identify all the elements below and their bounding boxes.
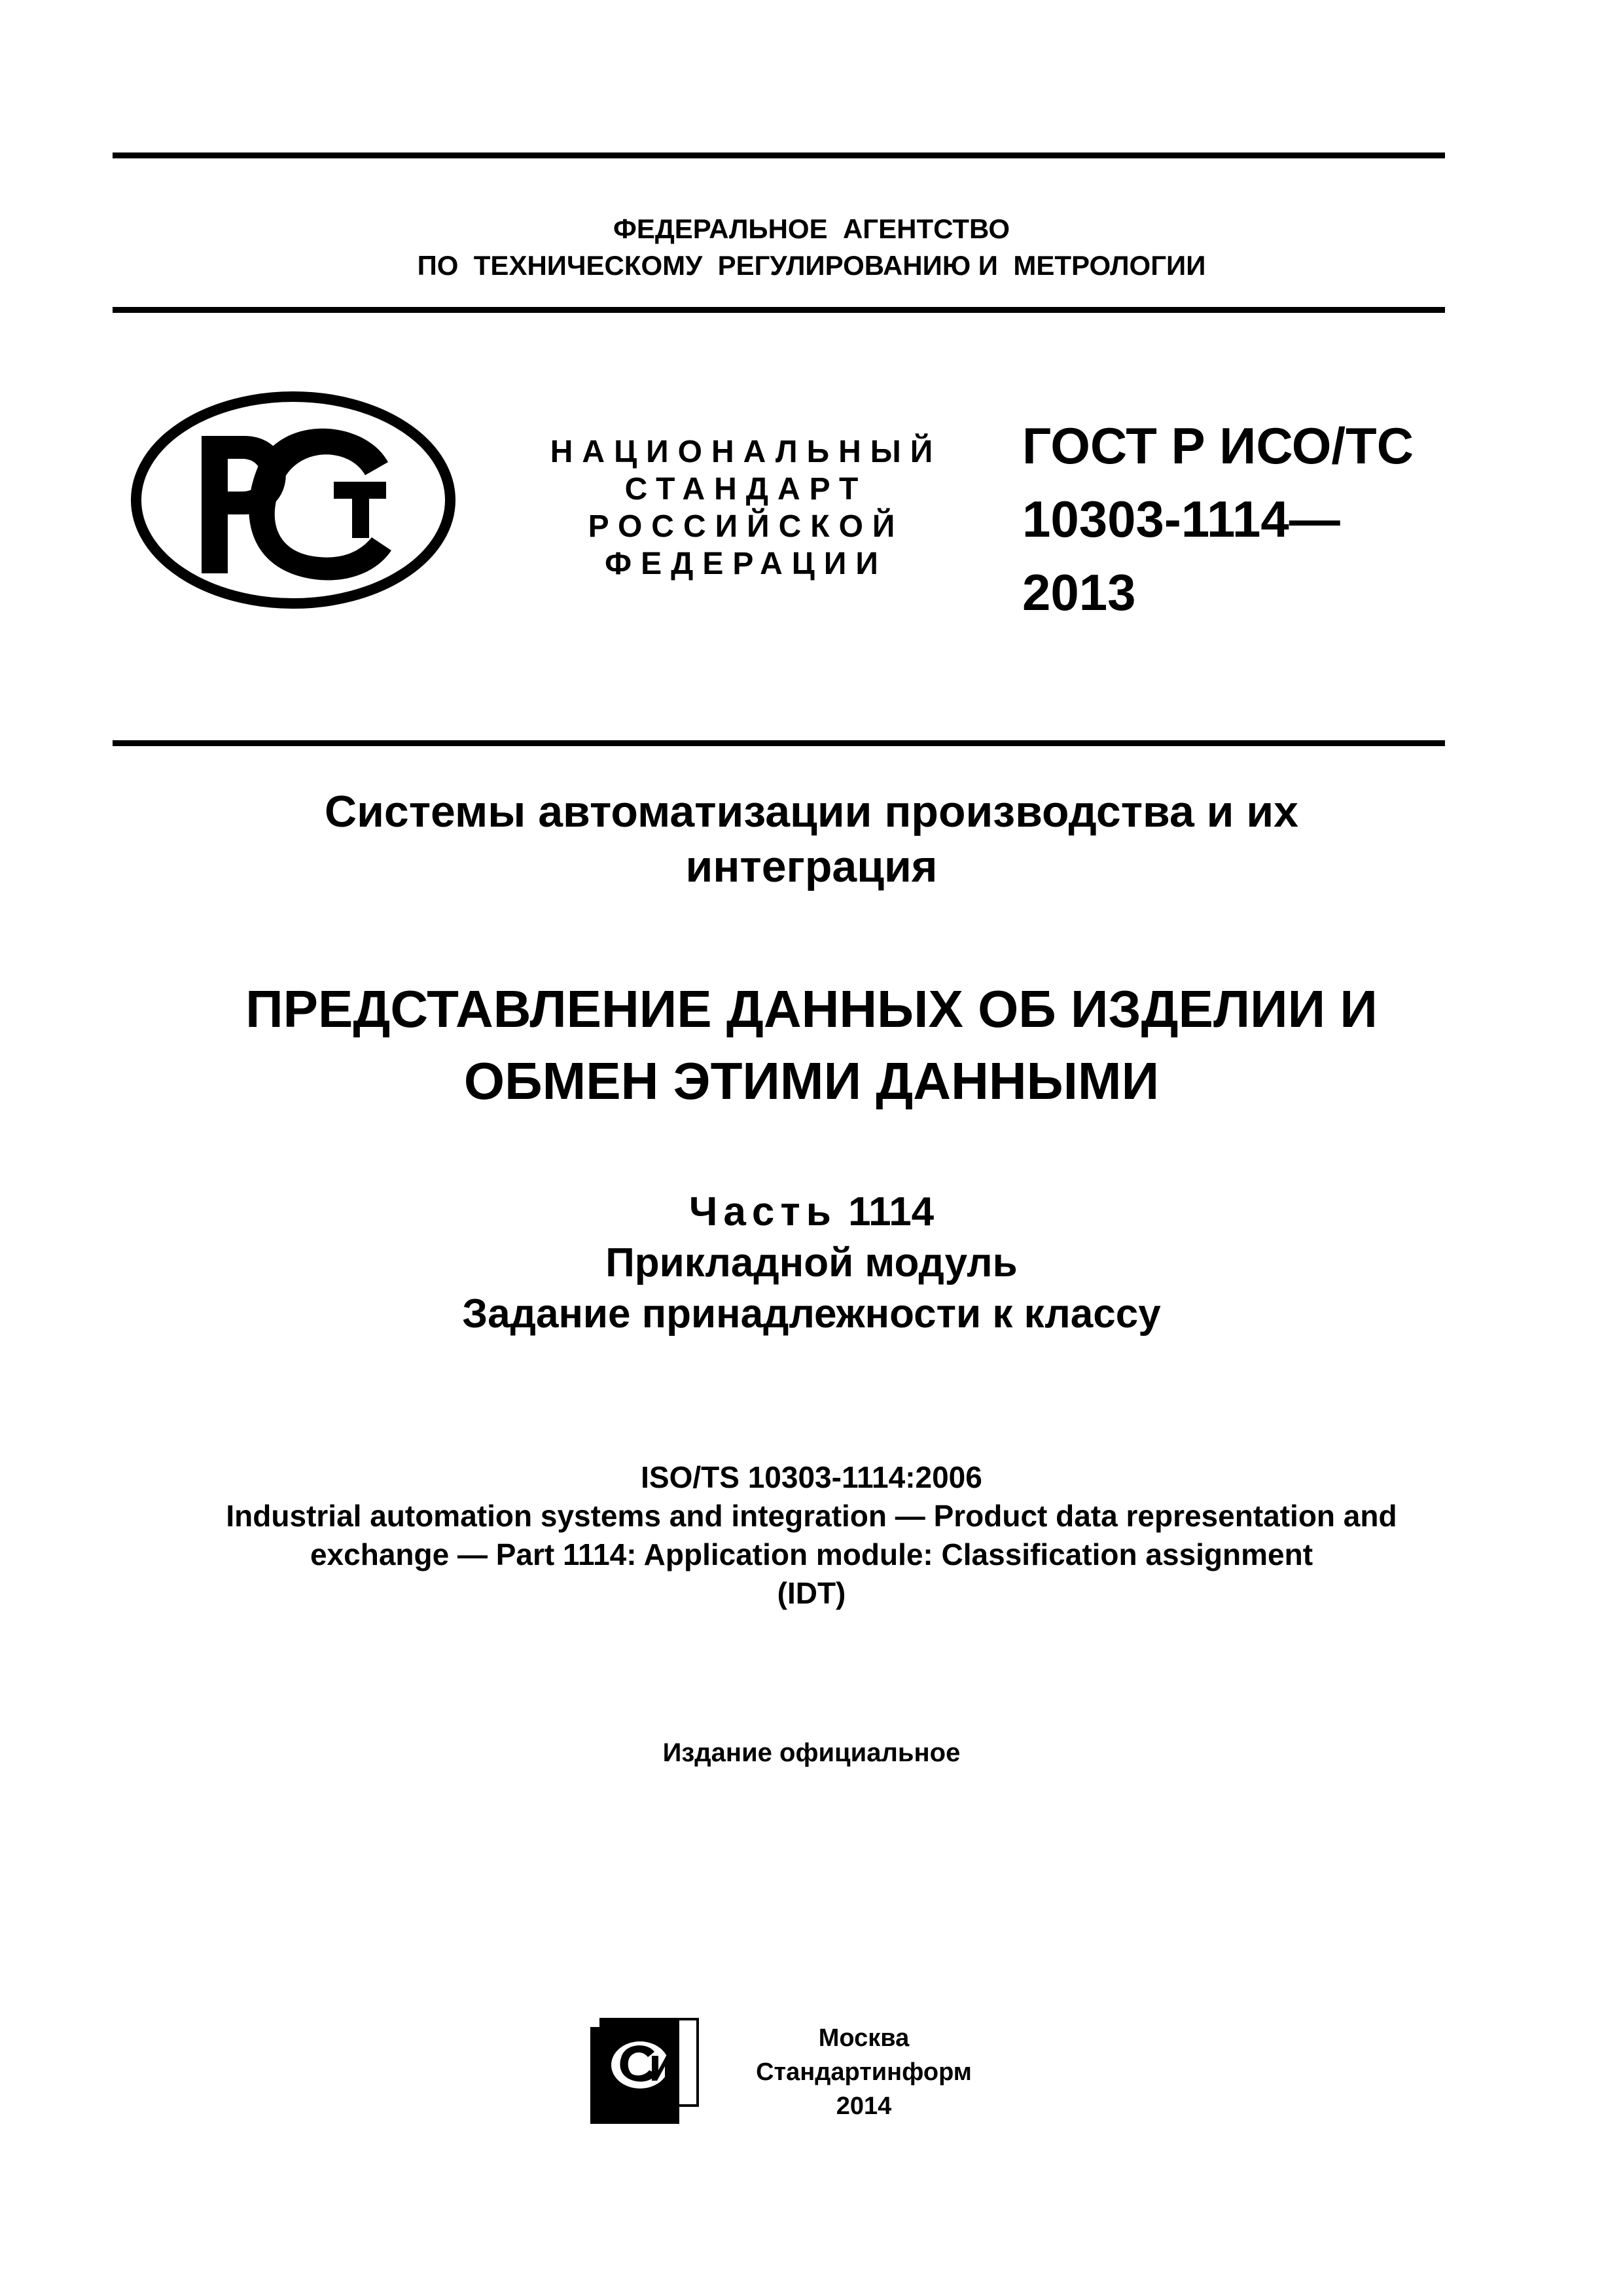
iso-reference-line-3: exchange — Part 1114: Application module: Classification assignment (310, 1537, 1313, 1571)
edition-label: Издание официальное (662, 1738, 961, 1767)
designation-line-1: ГОСТ Р ИСО/ТС (1022, 417, 1414, 475)
iso-reference-line-2: Industrial automation systems and integration — Product data representation and (226, 1499, 1397, 1533)
national-standard-line-1: НАЦИОНАЛЬНЫЙ (550, 435, 942, 469)
designation-line-3: 2013 (1022, 564, 1136, 621)
top-rule (113, 152, 1445, 158)
series-title (0, 784, 1623, 894)
main-title (0, 973, 1623, 1117)
national-standard-label (524, 433, 969, 583)
iso-reference (0, 1458, 1623, 1613)
agency-line-2: ПО ТЕХНИЧЕСКОМУ РЕГУЛИРОВАНИЮ И МЕТРОЛОГИИ (417, 250, 1206, 281)
standartinform-logo-icon (589, 2018, 699, 2125)
iso-reference-line-1: ISO/TS 10303-1114:2006 (641, 1460, 982, 1494)
part-number-line (0, 1187, 1623, 1238)
publisher-year: 2014 (836, 2092, 892, 2120)
standard-designation (1022, 409, 1414, 629)
national-standard-line-2: СТАНДАРТ (624, 472, 868, 507)
series-title-line-2: интеграция (685, 842, 938, 891)
main-title-line-1: ПРЕДСТАВЛЕНИЕ ДАННЫХ ОБ ИЗДЕЛИИ И (245, 980, 1378, 1038)
main-title-line-2: ОБМЕН ЭТИМИ ДАННЫМИ (463, 1052, 1160, 1110)
national-standard-line-3: РОССИЙСКОЙ (588, 509, 904, 544)
agency-line-1: ФЕДЕРАЛЬНОЕ АГЕНТСТВО (613, 213, 1010, 244)
publisher-imprint (720, 2021, 1008, 2123)
publisher-city: Москва (818, 2024, 910, 2052)
part-title-line-3: Задание принадлежности к классу (462, 1291, 1161, 1336)
national-standard-line-4: ФЕДЕРАЦИИ (605, 547, 887, 581)
rst-emblem-icon (130, 390, 457, 610)
publisher-name: Стандартинформ (756, 2058, 972, 2086)
part-title (0, 1187, 1623, 1340)
iso-reference-line-4: (IDT) (777, 1576, 846, 1610)
part-label: Часть (688, 1189, 837, 1234)
header-rule (113, 740, 1445, 746)
agency-rule (113, 307, 1445, 313)
part-number: 1114 (848, 1189, 935, 1234)
series-title-line-1: Системы автоматизации производства и их (325, 787, 1298, 836)
designation-line-2: 10303-1114— (1022, 490, 1340, 548)
part-title-line-2: Прикладной модуль (605, 1240, 1018, 1285)
agency-block (0, 211, 1623, 284)
